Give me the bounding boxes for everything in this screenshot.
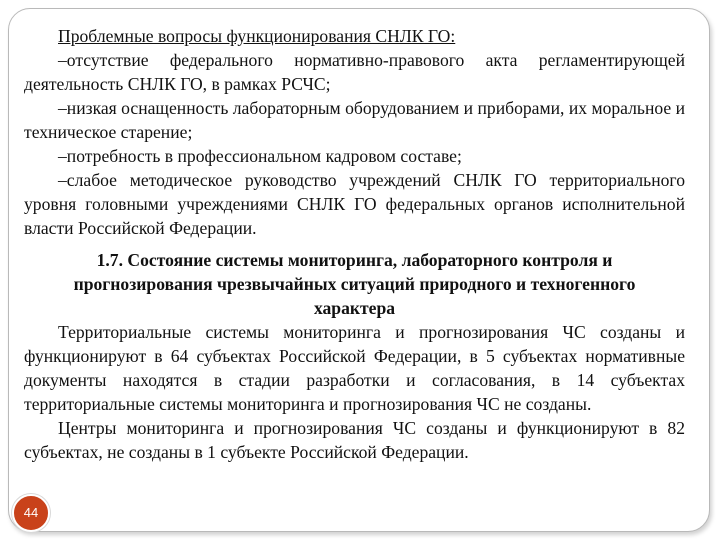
slide-title: Проблемные вопросы функционирования СНЛК ГО: <box>58 26 456 46</box>
problem-item-1: –отсутствие федерального нормативно-правового акта регламентирующей деятельность СНЛК ГО, в рамках РСЧС; <box>24 50 685 94</box>
section-heading-line-2: прогнозирования чрезвычайных ситуаций природного и техногенного <box>73 274 636 294</box>
section-heading-line-1: 1.7. Состояние системы мониторинга, лабораторного контроля и <box>96 250 613 270</box>
paragraph-monitoring-systems: Территориальные системы мониторинга и прогнозирования ЧС созданы и функционируют в 64 субъектах Российской Федерации, в 5 субъектах нормативные документы находятся в стадии разработки и согласования, в 14 субъектах территориальные системы мониторинга и прогнозирования ЧС не созданы. <box>24 322 685 414</box>
problem-item-2: –низкая оснащенность лабораторным оборудованием и приборами, их моральное и техническое старение; <box>24 98 685 142</box>
problem-item-4: –слабое методическое руководство учреждений СНЛК ГО территориального уровня головными учреждениями СНЛК ГО федеральных органов исполнительной власти Российской Федерации. <box>24 170 685 238</box>
page-number-badge: 44 <box>12 494 50 532</box>
slide-content <box>24 24 685 464</box>
slide-title-line <box>24 24 685 48</box>
section-heading <box>24 248 685 320</box>
problem-item-3: –потребность в профессиональном кадровом составе; <box>58 146 462 166</box>
paragraph-monitoring-centers: Центры мониторинга и прогнозирования ЧС созданы и функционируют в 82 субъектах, не созданы в 1 субъекте Российской Федерации. <box>24 418 685 462</box>
section-heading-line-3: характера <box>313 298 396 318</box>
